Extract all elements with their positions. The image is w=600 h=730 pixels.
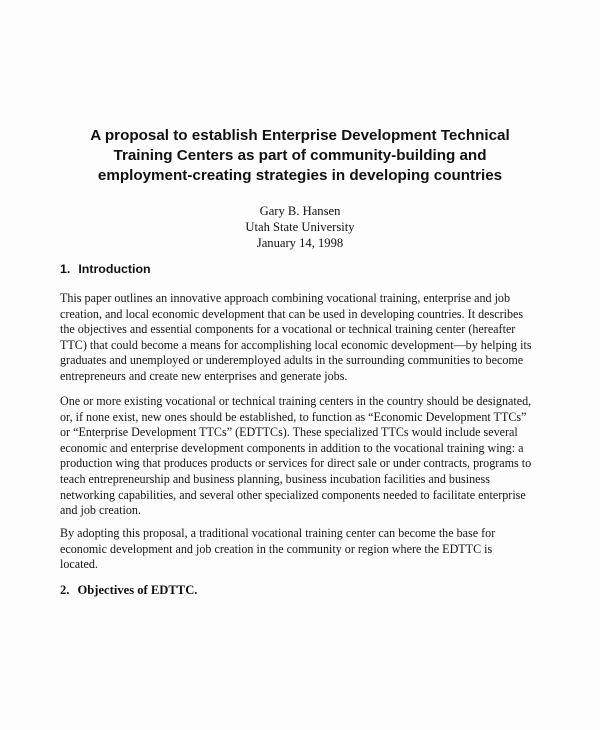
text-line: entrepreneurs and create new enterprises and generate jobs. — [60, 368, 348, 383]
author-block — [150, 203, 450, 251]
section-title: Objectives of EDTTC. — [77, 583, 198, 597]
text-line: TTC) that could become a means for accomplishing local economic development—by helping its — [60, 337, 532, 352]
text-line: By adopting this proposal, a traditional vocational training center can become the base for — [60, 526, 496, 540]
text-line: and job creation. — [60, 503, 141, 518]
author-affiliation: Utah State University — [245, 220, 355, 234]
text-line: teach entrepreneurship and business planning, business incubation facilities and business — [60, 471, 490, 486]
text-line: production wing that produces products or services for direct sale or under contracts, programs to — [60, 456, 532, 471]
paragraph — [60, 291, 550, 385]
text-line: networking capabilities, and several other specialized components needed to facilitate enterprise — [60, 487, 526, 502]
text-line: graduates and unemployed or underemployed adults in the surrounding communities to become — [60, 353, 524, 368]
text-line: This paper outlines an innovative approach combining vocational training, enterprise and job — [60, 291, 511, 305]
section-title: Introduction — [78, 262, 151, 276]
paragraph — [60, 526, 550, 573]
section-heading-objectives — [60, 583, 197, 598]
section-heading-introduction — [60, 262, 151, 276]
paragraph — [60, 394, 550, 519]
title-line: Training Centers as part of community-building and — [113, 147, 487, 164]
text-line: economic and enterprise development components in addition to the vocational training wing: a — [60, 440, 524, 455]
text-line: One or more existing vocational or technical training centers in the country should be designated, — [60, 394, 532, 408]
section-number: 2. — [60, 583, 70, 597]
text-line: economic development and job creation in the community or region where the EDTTC is — [60, 541, 493, 556]
text-line: the objectives and essential components for a vocational or technical training center (hereafter — [60, 322, 516, 337]
title-line: employment-creating strategies in developing countries — [97, 167, 503, 184]
document-date: January 14, 1998 — [256, 236, 344, 250]
author-name: Gary B. Hansen — [259, 204, 341, 218]
document-title — [40, 126, 560, 186]
text-line: creation, and local economic development that can be used in developing countries. It describes — [60, 306, 524, 321]
text-line: located. — [60, 557, 98, 572]
text-line: or, if none exist, new ones should be established, to function as “Economic Development TTCs” — [60, 409, 527, 424]
text-line: or “Enterprise Development TTCs” (EDTTCs). These specialized TTCs would include several — [60, 425, 518, 440]
section-number: 1. — [60, 262, 71, 276]
title-line: A proposal to establish Enterprise Development Technical — [90, 127, 510, 144]
